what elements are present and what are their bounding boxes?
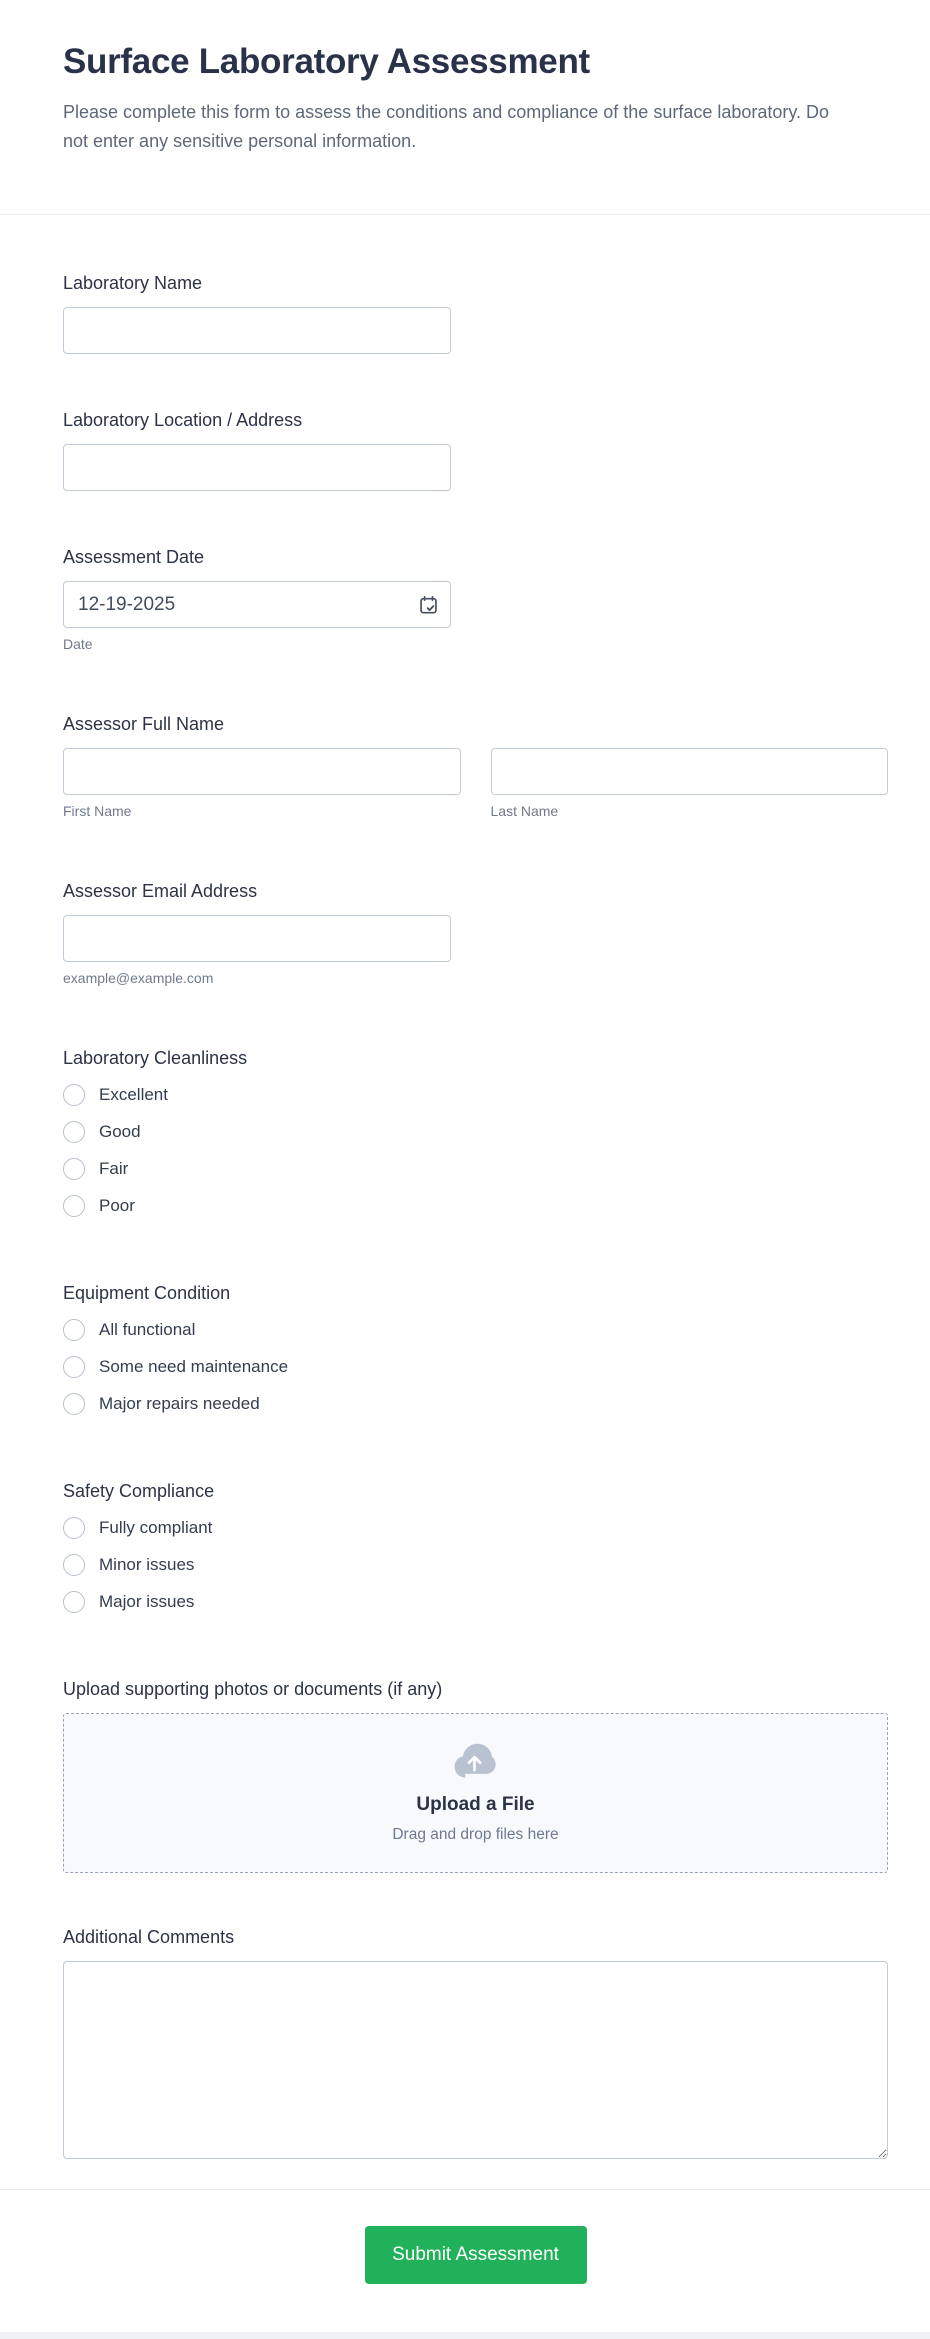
cloud-upload-icon [453, 1743, 499, 1781]
laboratory-location-input[interactable] [63, 444, 451, 491]
radio-option[interactable] [63, 1121, 888, 1143]
laboratory-name-label: Laboratory Name [63, 273, 203, 293]
radio-circle-icon[interactable] [63, 1393, 85, 1415]
radio-circle-icon[interactable] [63, 1356, 85, 1378]
radio-option[interactable] [63, 1554, 888, 1576]
field-assessor-full-name [63, 714, 888, 819]
email-example-sublabel: example@example.com [63, 970, 214, 986]
radio-option[interactable] [63, 1356, 888, 1378]
radio-option[interactable] [63, 1591, 888, 1613]
radio-option-label: Fair [99, 1159, 129, 1178]
equipment-options [63, 1319, 888, 1415]
radio-circle-icon[interactable] [63, 1319, 85, 1341]
upload-label: Upload supporting photos or documents (if any) [63, 1679, 443, 1699]
radio-option-label: Minor issues [99, 1555, 195, 1574]
radio-option-label: Major issues [99, 1592, 195, 1611]
laboratory-name-input[interactable] [63, 307, 451, 354]
assessment-date-label: Assessment Date [63, 547, 205, 567]
upload-title: Upload a File [416, 1793, 535, 1815]
upload-dropzone[interactable] [63, 1713, 888, 1873]
page-bottom-edge [0, 2332, 930, 2339]
radio-option-label: Fully compliant [99, 1518, 213, 1537]
equipment-condition-label: Equipment Condition [63, 1283, 231, 1303]
first-name-sublabel: First Name [63, 803, 132, 819]
page-title: Surface Laboratory Assessment [63, 42, 590, 81]
radio-option[interactable] [63, 1084, 888, 1106]
name-row [63, 748, 888, 819]
radio-option[interactable] [63, 1319, 888, 1341]
additional-comments-label: Additional Comments [63, 1927, 235, 1947]
field-safety-compliance [63, 1481, 888, 1613]
last-name-col [491, 748, 889, 819]
radio-circle-icon[interactable] [63, 1084, 85, 1106]
field-assessor-email [63, 881, 888, 986]
assessor-email-label: Assessor Email Address [63, 881, 258, 901]
field-assessment-date [63, 547, 888, 652]
upload-hint: Drag and drop files here [392, 1825, 559, 1843]
assessment-date-input[interactable] [63, 581, 451, 628]
assessor-full-name-label: Assessor Full Name [63, 714, 225, 734]
safety-compliance-label: Safety Compliance [63, 1481, 215, 1501]
radio-option[interactable] [63, 1517, 888, 1539]
laboratory-location-label: Laboratory Location / Address [63, 410, 303, 430]
radio-circle-icon[interactable] [63, 1195, 85, 1217]
radio-circle-icon[interactable] [63, 1591, 85, 1613]
radio-circle-icon[interactable] [63, 1517, 85, 1539]
radio-option-label: All functional [99, 1320, 196, 1339]
field-additional-comments [63, 1927, 888, 2159]
field-equipment-condition [63, 1283, 888, 1415]
form-header [0, 0, 930, 215]
page-subtitle: Please complete this form to assess the conditions and compliance of the surface laboratory. Do not enter any sensitive personal information. [63, 102, 830, 151]
laboratory-cleanliness-label: Laboratory Cleanliness [63, 1048, 248, 1068]
cleanliness-options [63, 1084, 888, 1217]
assessor-email-input[interactable] [63, 915, 451, 962]
radio-option-label: Poor [99, 1196, 135, 1215]
last-name-sublabel: Last Name [490, 803, 559, 819]
form-body [0, 215, 930, 2189]
field-laboratory-location [63, 410, 888, 491]
submit-section [0, 2189, 930, 2330]
safety-options [63, 1517, 888, 1613]
field-upload [63, 1679, 888, 1873]
radio-option-label: Excellent [99, 1085, 168, 1104]
radio-circle-icon[interactable] [63, 1554, 85, 1576]
radio-option[interactable] [63, 1195, 888, 1217]
radio-circle-icon[interactable] [63, 1158, 85, 1180]
radio-circle-icon[interactable] [63, 1121, 85, 1143]
radio-option-label: Some need maintenance [99, 1357, 289, 1376]
field-laboratory-name [63, 273, 888, 354]
radio-option[interactable] [63, 1158, 888, 1180]
field-laboratory-cleanliness [63, 1048, 888, 1217]
radio-option-label: Major repairs needed [99, 1394, 260, 1413]
first-name-col [63, 748, 461, 819]
submit-button[interactable]: Submit Assessment [365, 2226, 587, 2284]
last-name-input[interactable] [491, 748, 889, 795]
radio-option-label: Good [99, 1122, 141, 1141]
date-sublabel: Date [63, 636, 93, 652]
first-name-input[interactable] [63, 748, 461, 795]
additional-comments-textarea[interactable] [63, 1961, 888, 2159]
radio-option[interactable] [63, 1393, 888, 1415]
date-input-wrap [63, 581, 451, 628]
